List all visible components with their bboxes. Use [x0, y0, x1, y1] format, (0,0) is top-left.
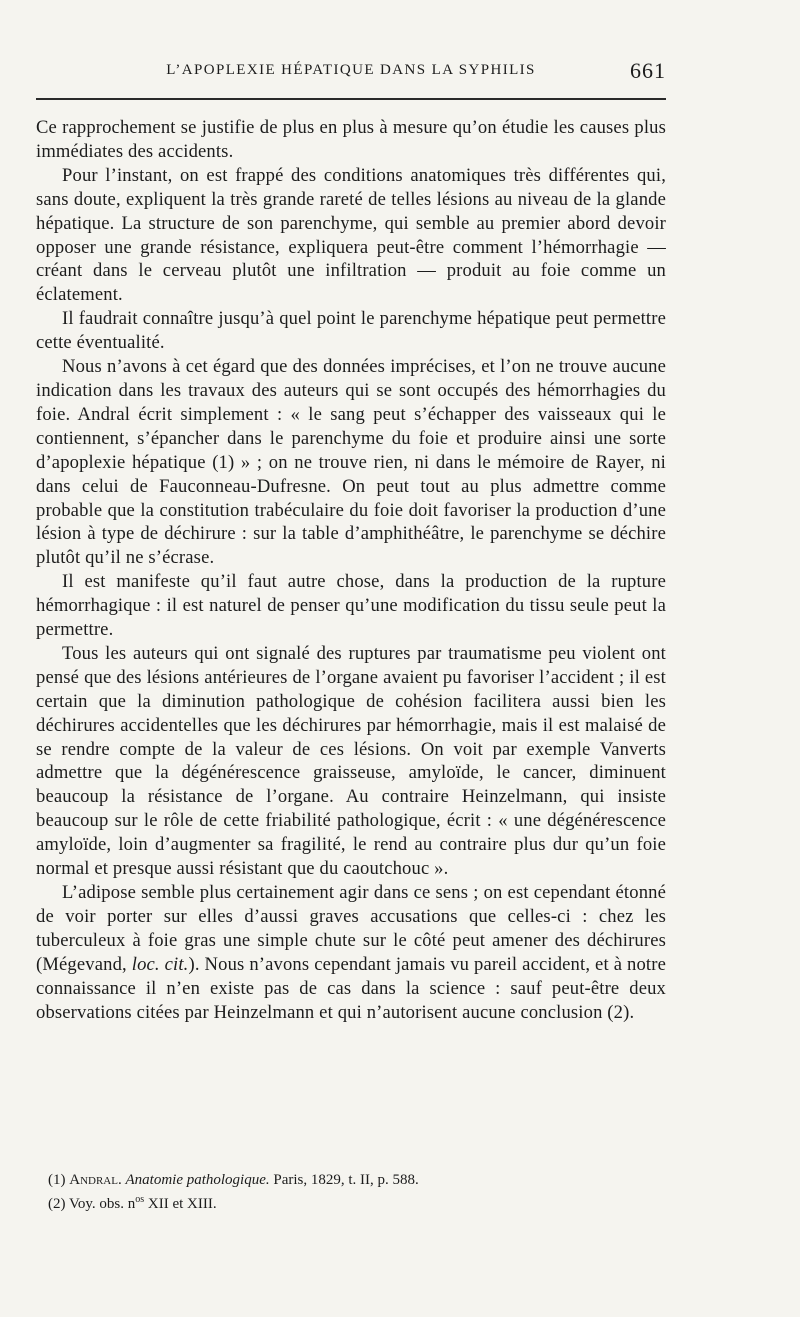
- paragraph-4-text-a: Nous n’avons à cet égard que des données imprécises, et l’on ne trouve aucune indication dans les travaux des auteurs qui se sont occupés des hémorrhagies du foie. Andral écrit simplement : « le sang peut s’échapper des vaisseaux qui le contiennent, s’épancher dans le parenchyme du foie et produire ainsi une sorte d’apoplexie hépatique: [36, 356, 666, 473]
- paragraph-1: Ce rapprochement se justifie de plus en plus à mesure qu’on étudie les causes plus immédiates des accidents.: [36, 117, 666, 162]
- citation-loc-cit: loc. cit.: [131, 953, 189, 975]
- page-header: [36, 58, 666, 92]
- footnote-1-title: Anatomie pathologique.: [125, 1172, 270, 1188]
- footnote-1-number: (1): [48, 1172, 66, 1188]
- body-text: [36, 116, 666, 1024]
- paragraph-3: Il faudrait connaître jusqu’à quel point le parenchyme hépatique peut permettre cette éventualité.: [36, 308, 666, 354]
- page-number: 661: [630, 58, 666, 83]
- footnote-ref-1: (1): [212, 451, 235, 473]
- footnote-2-superscript: os: [135, 1194, 145, 1205]
- footnote-2-text-b: XII et XIII.: [144, 1196, 217, 1212]
- paragraph-7-text-a: L’adipose semble plus certainement agir dans ce sens ; on est cependant étonné de voir porter sur elles d’aussi graves accusations que celles-ci : chez les tuberculeux à foie gras une simple chute sur le côté peut amener des déchirures (Mégevand,: [36, 882, 666, 975]
- paragraph-5: Il est manifeste qu’il faut autre chose, dans la production de la rupture hémorrhagique : il est naturel de penser qu’une modification du tissu seule peut la permettre.: [36, 571, 666, 641]
- header-rule: [36, 98, 666, 100]
- footnote-2: [48, 1190, 658, 1214]
- footnote-1-author: Andral.: [69, 1172, 122, 1188]
- paragraph-4-text-b: » ; on ne trouve rien, ni dans le mémoire de Rayer, ni dans celui de Fauconneau-Dufresne. On peut tout au plus admettre comme probable que la constitution trabéculaire du foie doit favoriser la production d’une lésion à type de déchirure : sur la table d’amphithéâtre, le parenchyme se déchire plutôt qu’il ne s’écrase.: [36, 451, 666, 569]
- footnote-2-number: (2): [48, 1196, 66, 1212]
- paragraph-6: Tous les auteurs qui ont signalé des ruptures par traumatisme peu violent ont pensé que des lésions antérieures de l’organe avaient pu favoriser l’accident ; il est certain que la diminution pathologique de cohésion facilitera aussi bien les déchirures accidentelles que les déchirures par hémorrhagie, mais il est malaisé de se rendre compte de la valeur de ces lésions. On voit par exemple Vanverts admettre que la dégénérescence graisseuse, amyloïde, le cancer, diminuent beaucoup la résistance de l’organe. Au contraire Heinzelmann, qui insiste beaucoup sur le rôle de cette friabilité pathologique, écrit : « une dégénérescence amyloïde, loin d’augmenter sa fragilité, le rend au contraire plus dur qu’un foie normal et presque aussi résistant que du caoutchouc ».: [36, 642, 666, 880]
- paragraph-2: Pour l’instant, on est frappé des conditions anatomiques très différentes qui, sans doute, expliquent la très grande rareté de telles lésions au niveau de la glande hépatique. La structure de son parenchyme, qui semble au premier abord devoir opposer une grande résistance, expliquera peut-être comment l’hémorrhagie — créant dans le cerveau plutôt une infiltration — produit au foie comme un éclatement.: [36, 164, 666, 306]
- footnotes: [48, 1170, 658, 1214]
- footnote-1: [48, 1170, 658, 1190]
- running-title: L’APOPLEXIE HÉPATIQUE DANS LA SYPHILIS: [166, 62, 536, 78]
- footnote-2-text-a: Voy. obs. n: [65, 1196, 136, 1212]
- paragraph-7-text-b: ). Nous n’avons cependant jamais vu pareil accident, et à notre connaissance il n’en existe pas de cas dans la science : sauf peut-être deux observations citées par Heinzelmann et qui n’autorisent aucune conclusion (2).: [36, 953, 666, 1023]
- footnote-1-details: Paris, 1829, t. II, p. 588.: [269, 1172, 419, 1188]
- paragraph-7: [36, 881, 666, 1024]
- paragraph-4: [36, 355, 666, 570]
